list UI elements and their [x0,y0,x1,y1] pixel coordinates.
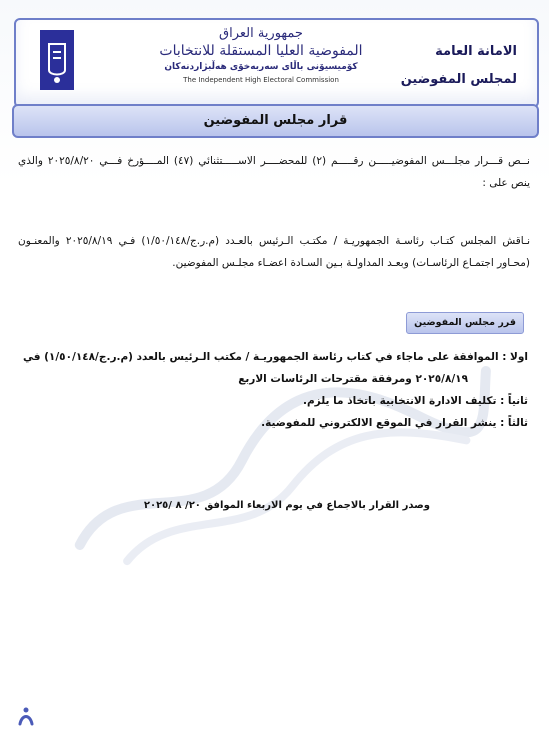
commission-name-ku: كۆمیسیۆنی باڵای سەربەخۆی هەڵبژاردنەکان [164,62,358,72]
decision-label: قرر مجلس المفوضين [406,312,524,334]
decision-third: ثالثاً : ينشر القرار في الموقع الالكتروني للمفوضية. [261,417,528,429]
authority-line2: لمجلس المفوضين [400,72,517,87]
commission-logo [40,30,74,90]
commission-country: جمهورية العراق [219,26,303,41]
corner-logo-mark [16,704,36,734]
corner-emblem-icon [16,704,36,734]
authority-block [397,38,517,94]
decision-second: ثانياً : تكليف الادارة الانتخابية باتخاذ ما يلزم. [303,395,528,407]
commission-name-en: The Independent High Electoral Commission [183,76,339,84]
discussion-paragraph: نـاقش المجلس كتـاب رئاسـة الجمهوريـة / مكتـب الـرئيس بالعـدد (م.ر.ج/١/٥٠/١٤٨) فـي ٢٠٢٥/٨/١٩ والمعنـون (محـاور اجتمـاع الرئاسـات) وبعـد المداولـة بـين السـادة اعضـاء مجلـس المفوضين. [18,235,530,269]
issued-statement: وصدر القرار بالاجماع في يوم الاربعاء الموافق ٢٠/ ٨ /٢٠٢٥ [143,500,430,511]
authority-line1: الامانة العامة [435,44,517,59]
commission-name [136,26,386,102]
watermark-graphic [24,292,527,608]
decision-first: اولا : الموافقة على ماجاء في كتاب رئاسة الجمهوريـة / مكتب الـرئيس بالعدد (م.ر.ج/١/٥٠/١٤٨) في [22,351,528,363]
decision-first-continued: ٢٠٢٥/٨/١٩ ومرفقة مقترحات الرئاسات الاربع [238,373,468,385]
document-title: قرار مجلس المفوضين [12,104,539,138]
logo-emblem-icon [40,30,74,90]
commission-name-ar: المفوضية العليا المستقلة للانتخابات [159,43,363,59]
watermark [24,292,527,608]
decisions-list [18,346,528,434]
letterhead [14,18,539,108]
intro-paragraph: نــص قـــرار مجلـــس المفوضيـــــن رقـــــم (٢) للمحضــــر الاســـــتثنائي (٤٧) المــــؤرخ فـــي ٢٠٢٥/٨/٢٠ والذي ينص على : [18,155,530,189]
